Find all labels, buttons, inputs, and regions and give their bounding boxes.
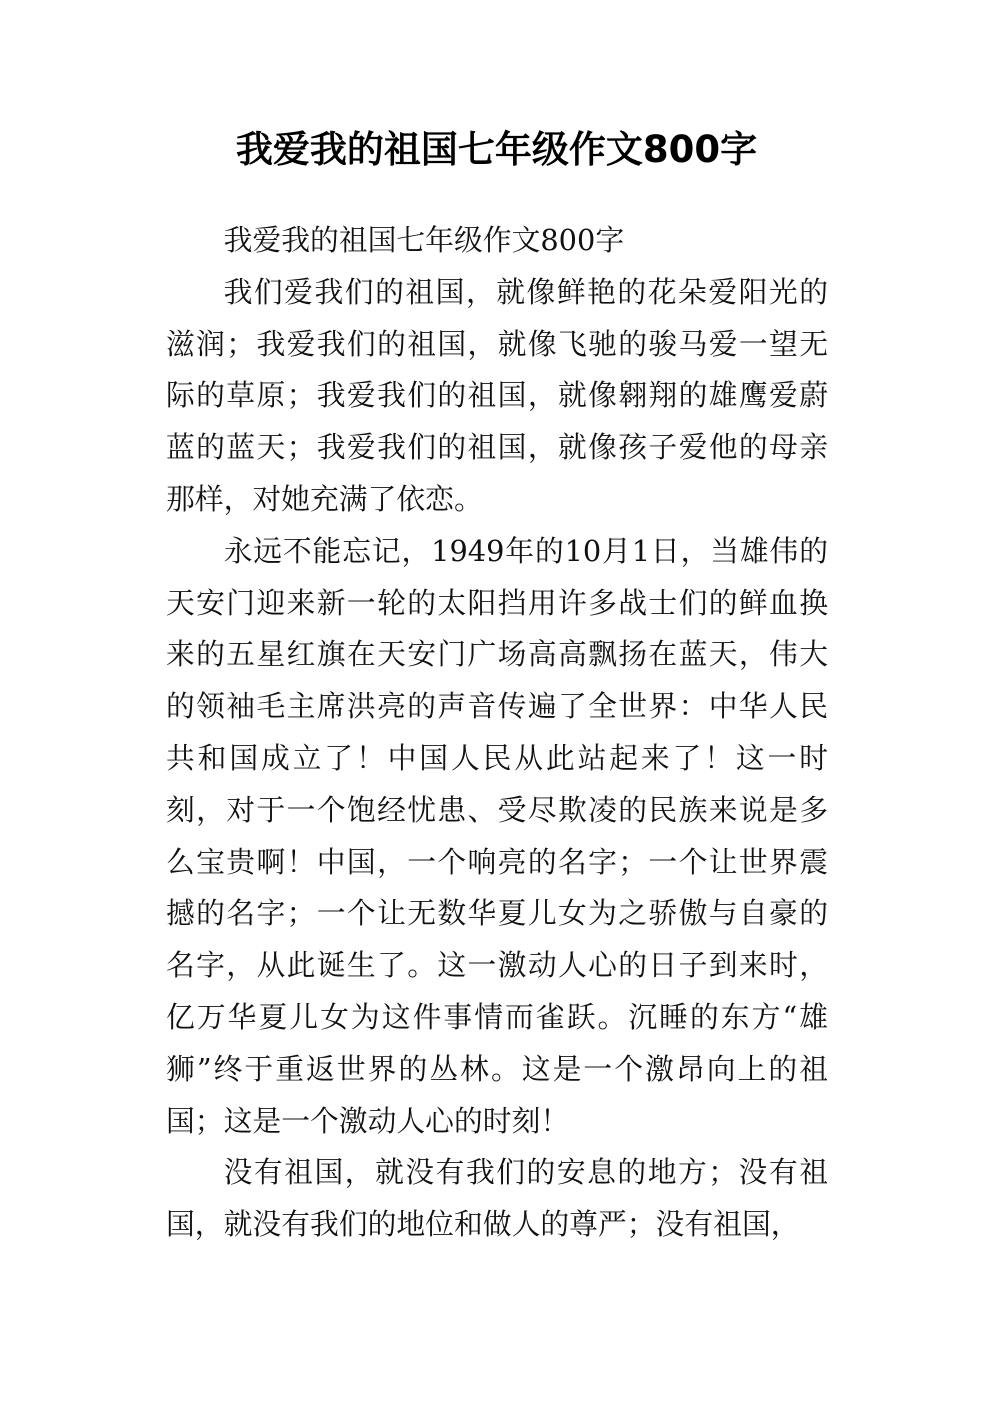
subtitle-line: 我爱我的祖国七年级作文800字 — [223, 223, 625, 257]
document-title: 我爱我的祖国七年级作文800字 — [235, 128, 758, 171]
paragraph: 没有祖国，就没有我们的安息的地方；没有祖国，就没有我们的地位和做人的尊严；没有祖国， — [166, 1155, 828, 1242]
paragraph: 我们爱我们的祖国，就像鲜艳的花朵爱阳光的滋润；我爱我们的祖国，就像飞驰的骏马爱一望无际的草原；我爱我们的祖国，就像翱翔的雄鹰爱蔚蓝的蓝天；我爱我们的祖国，就像孩子爱他的母亲那样，对她充满了依恋。 — [166, 274, 828, 516]
document-body — [166, 215, 828, 1251]
paragraph: 永远不能忘记，1949年的10月1日，当雄伟的天安门迎来新一轮的太阳挡用许多战士们的鲜血换来的五星红旗在天安门广场高高飘扬在蓝天，伟大的领袖毛主席洪亮的声音传遍了全世界：中华人民共和国成立了！中国人民从此站起来了！这一时刻，对于一个饱经忧患、受尽欺凌的民族来说是多么宝贵啊！中国，一个响亮的名字；一个让世界震撼的名字；一个让无数华夏儿女为之骄傲与自豪的名字，从此诞生了。这一激动人心的日子到来时，亿万华夏儿女为这件事情而雀跃。沉睡的东方“雄狮”终于重返世界的丛林。这是一个激昂向上的祖国；这是一个激动人心的时刻！ — [166, 533, 828, 1138]
